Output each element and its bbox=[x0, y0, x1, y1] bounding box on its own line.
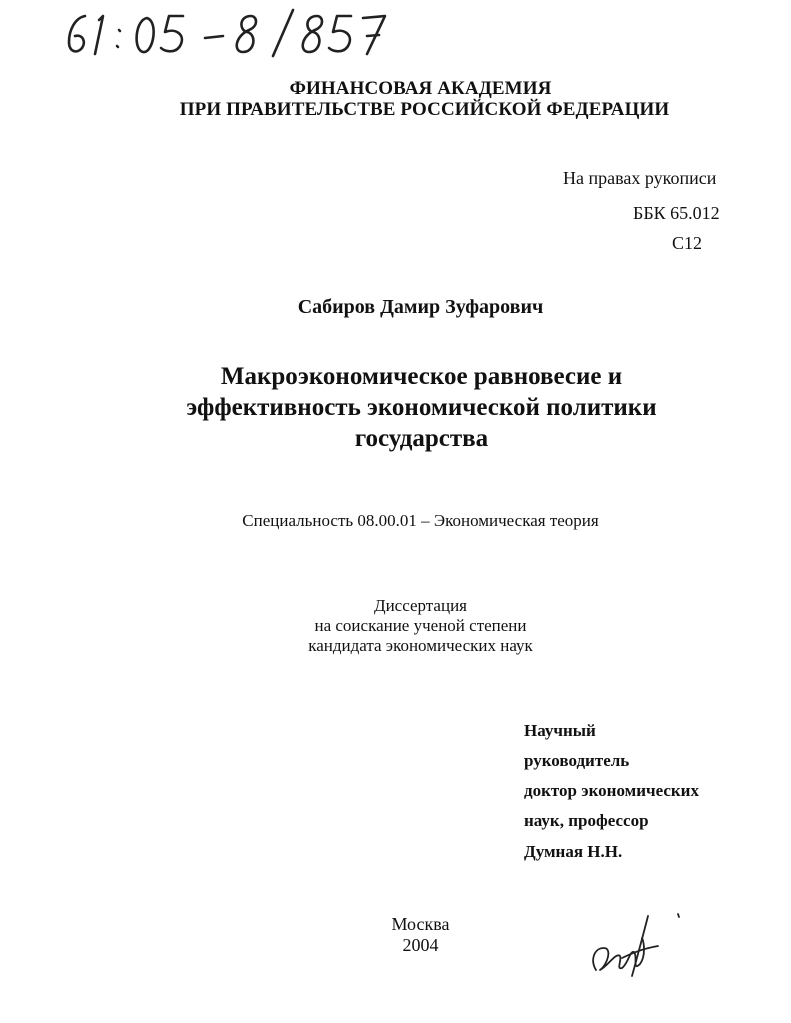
publication-city: Москва bbox=[391, 914, 450, 934]
dissertation-purpose: на соискание ученой степени bbox=[314, 616, 527, 635]
publication-year: 2004 bbox=[402, 935, 439, 955]
handwritten-signature-icon bbox=[582, 912, 692, 982]
thesis-title-line3: государства bbox=[354, 425, 489, 452]
author-mark-code: С12 bbox=[672, 233, 703, 253]
supervisor-name: Думная Н.Н. bbox=[524, 842, 623, 861]
organization-name-line1: ФИНАНСОВАЯ АКАДЕМИЯ bbox=[289, 78, 552, 99]
supervisor-degree-line2: наук, профессор bbox=[524, 811, 649, 830]
specialty-line: Специальность 08.00.01 – Экономическая теория bbox=[242, 511, 599, 530]
thesis-title-line2: эффективность экономической политики bbox=[186, 394, 657, 421]
supervisor-degree-line1: доктор экономических bbox=[524, 781, 699, 800]
handwritten-code-icon bbox=[55, 8, 435, 60]
author-name: Сабиров Дамир Зуфарович bbox=[297, 296, 544, 318]
manuscript-rights-note: На правах рукописи bbox=[563, 168, 717, 188]
supervisor-label-line2: руководитель bbox=[524, 751, 630, 770]
supervisor-label-line1: Научный bbox=[524, 721, 596, 740]
bbk-code: ББК 65.012 bbox=[633, 203, 720, 223]
handwritten-archive-code bbox=[55, 8, 435, 60]
dissertation-degree: кандидата экономических наук bbox=[308, 636, 533, 655]
dissertation-type: Диссертация bbox=[373, 596, 467, 615]
organization-name-line2: ПРИ ПРАВИТЕЛЬСТВЕ РОССИЙСКОЙ ФЕДЕРАЦИИ bbox=[179, 99, 670, 120]
thesis-title-line1: Макроэкономическое равновесие и bbox=[220, 363, 623, 390]
